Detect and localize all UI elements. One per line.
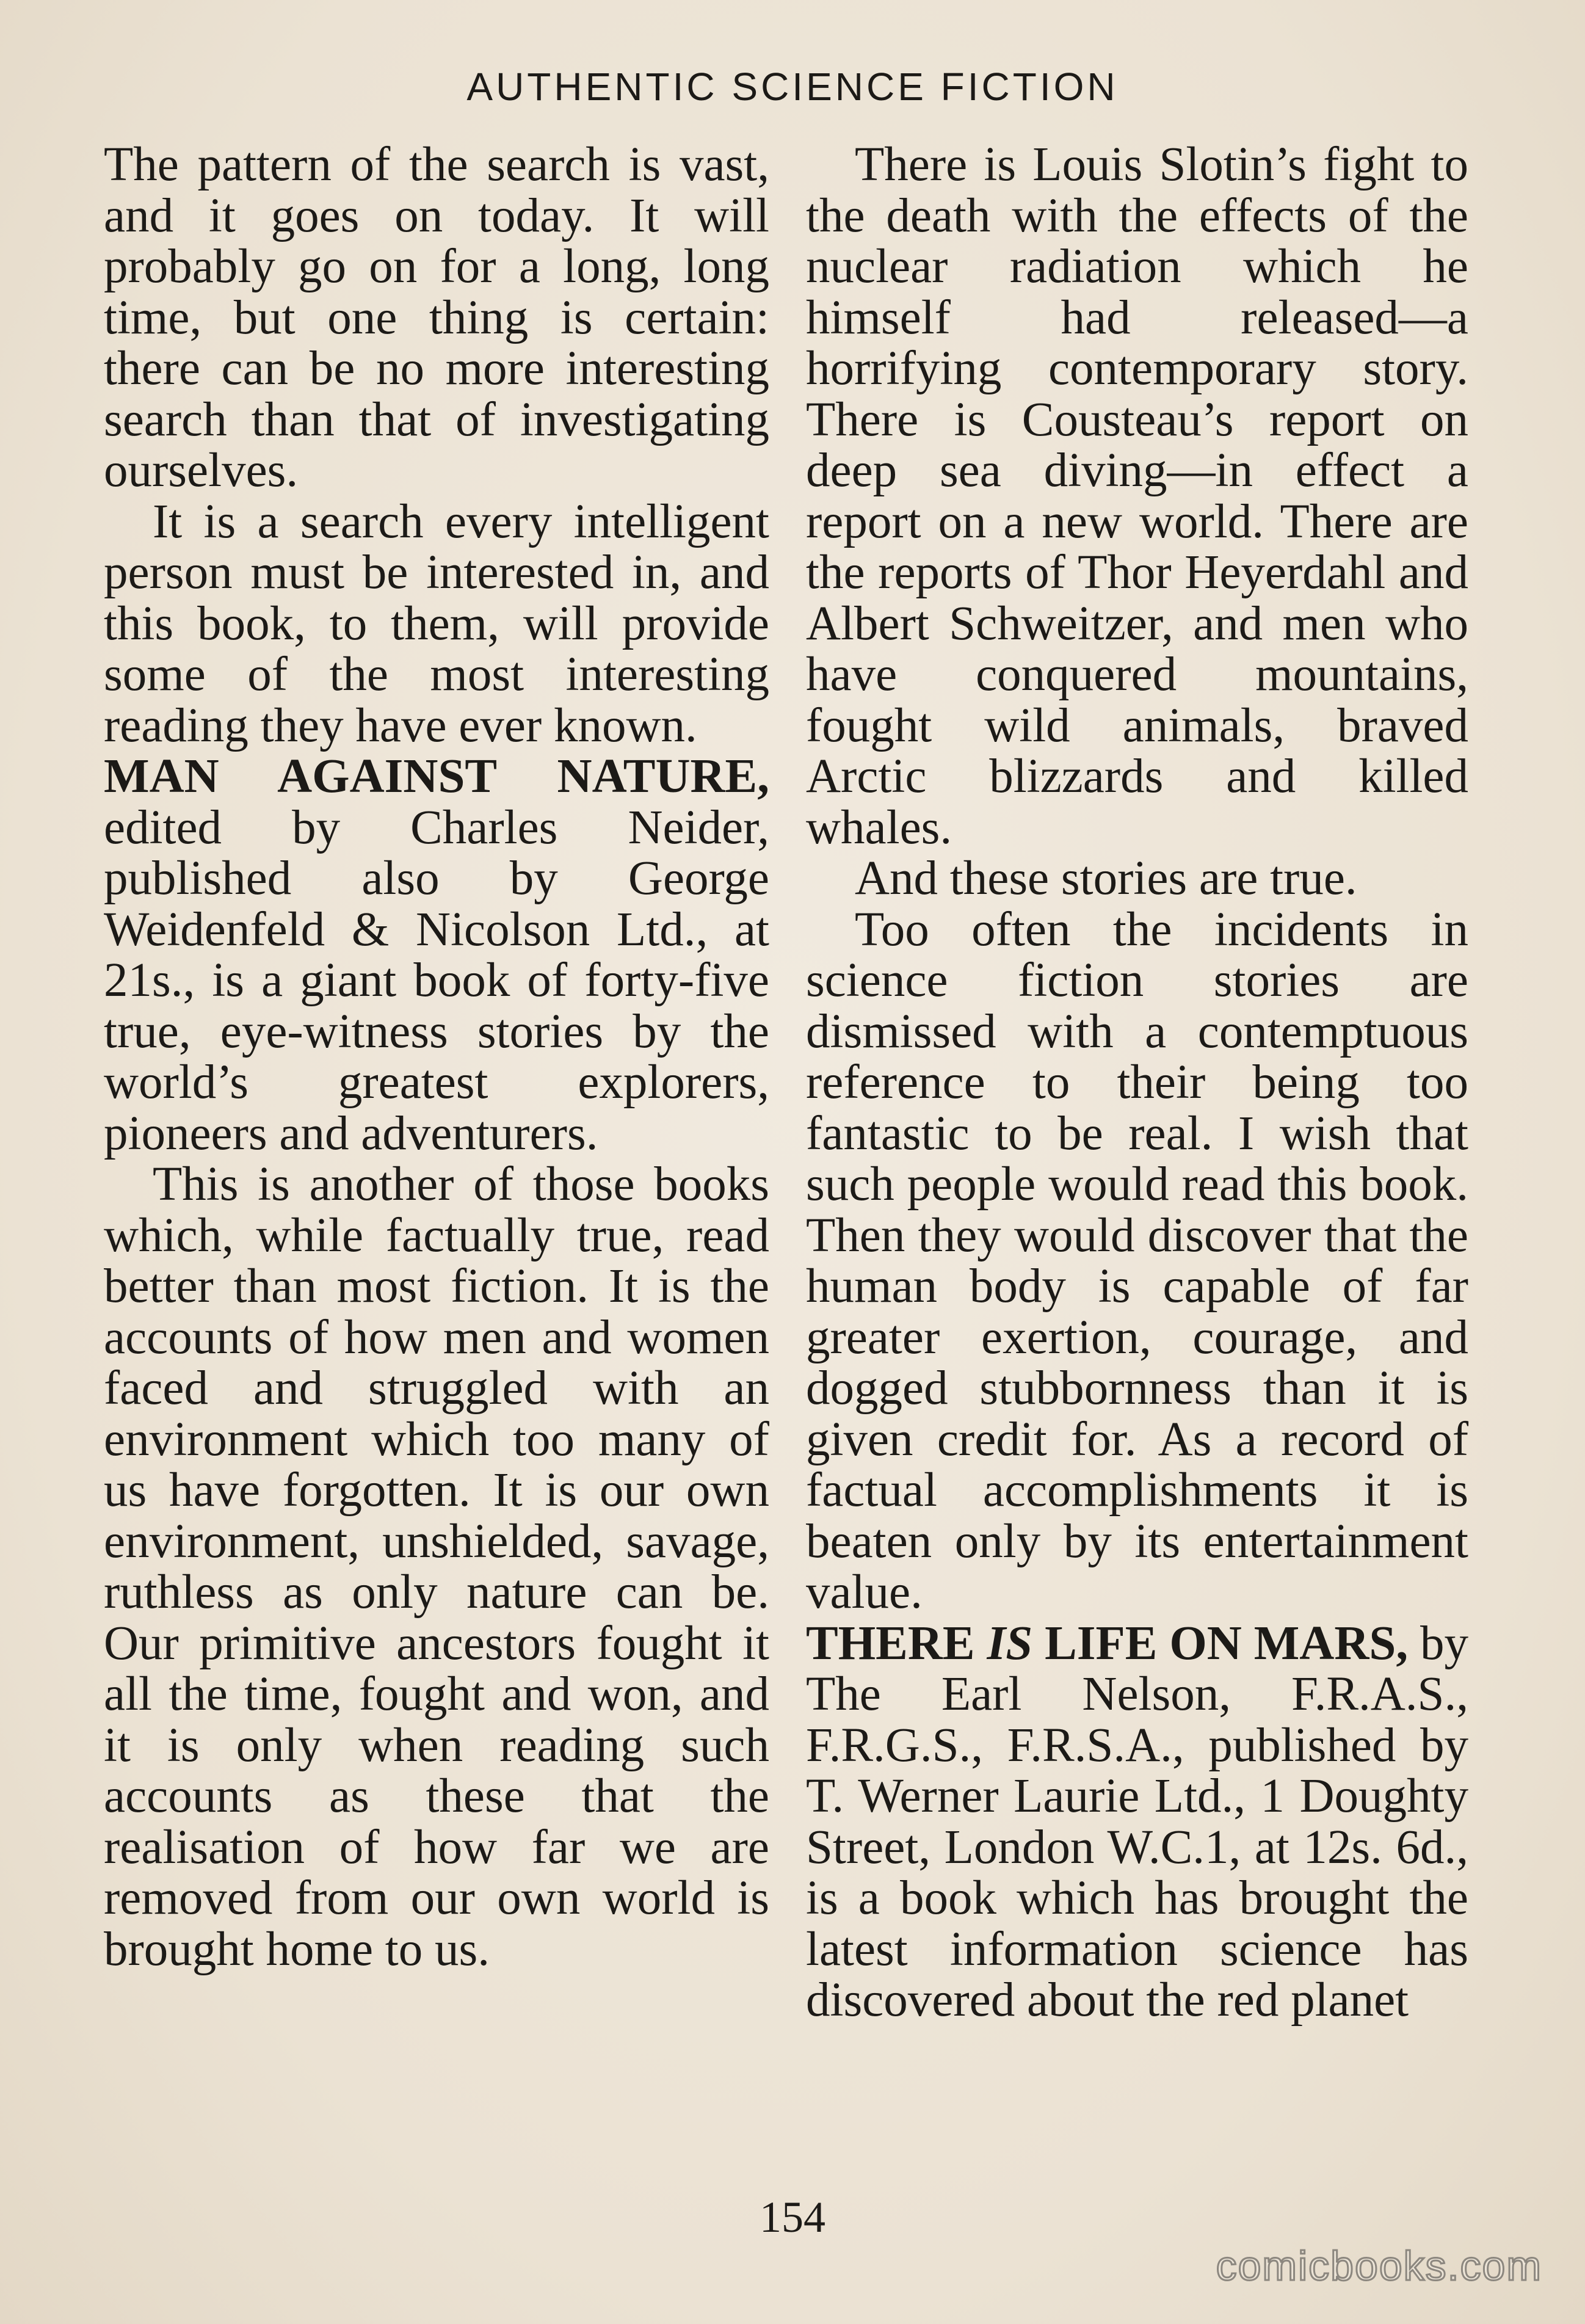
left-paragraph-4: This is another of those books which, while factually true, read better than most fiction. It is the accounts of how men and women faced and struggled with an environment which too many of us have forgotten. It is our own environment, unshielded, savage, ruthless as only nature can be. Our primitive ancestors fought it all the time, fought and won, and it is only when reading such accounts as these that the realisation of how far we are removed from our own world is brought home to us. [104,1158,769,1976]
left-paragraph-1: The pattern of the search is vast, and it goes on today. It will probably go on for a long, long time, but one thing is certain: there can be no more interesting search than that of investigating ourselves. [104,138,769,497]
review-entry-man-against-nature [104,751,769,1159]
right-paragraph-1: There is Louis Slotin’s fight to the death with the effects of the nuclear radiation which he himself had released—a horrifying contemporary story. There is Cousteau’s report on deep sea diving—in effect a report on a new world. There are the reports of Thor Heyerdahl and Albert Schweitzer, and men who have conquered mountains, fought wild animals, braved Arctic blizzards and killed whales. [806,138,1468,854]
right-column [806,139,1468,2026]
left-paragraph-3: edited by Charles Neider, published also by George Weidenfeld & Nicolson Ltd., at 21s., is a giant book of forty-five true, eye-witness stories by the world’s greatest explorers, pioneers and adventurers. [104,801,769,1160]
review-title-man-against-nature: MAN AGAINST NATURE, [104,750,769,803]
left-paragraph-2: It is a search every intelligent person must be interested in, and this book, to them, will provide some of the most interesting reading they have ever known. [104,495,769,752]
right-paragraph-4: by The Earl Nelson, F.R.A.S., F.R.G.S., F.R.S.A., published by T. Werner Laurie Ltd., 1 Doughty Street, London W.C.1, at 12s. 6d., is a book which has brought the latest information science has discovered about the red planet [806,1616,1469,2027]
page-number: 154 [760,2193,825,2242]
review-entry-there-is-life-on-mars [806,1618,1468,2026]
left-column [104,139,769,1975]
right-paragraph-3: Too often the incidents in science fiction stories are dismissed with a contemptuous reference to their being too fantastic to be real. I wish that such people would read this book. Then they would discover that the human body is capable of far greater exertion, courage, and dogged stubbornness than it is given credit for. As a record of factual accomplishments it is beaten only by its entertainment value. [806,902,1468,1619]
watermark: comicbooks.com [1216,2243,1542,2289]
right-paragraph-2: And these stories are true. [855,852,1357,905]
running-head: AUTHENTIC SCIENCE FICTION [466,65,1119,109]
review-title-there-is-life-on-mars: THERE IS LIFE ON MARS, [806,1616,1409,1670]
